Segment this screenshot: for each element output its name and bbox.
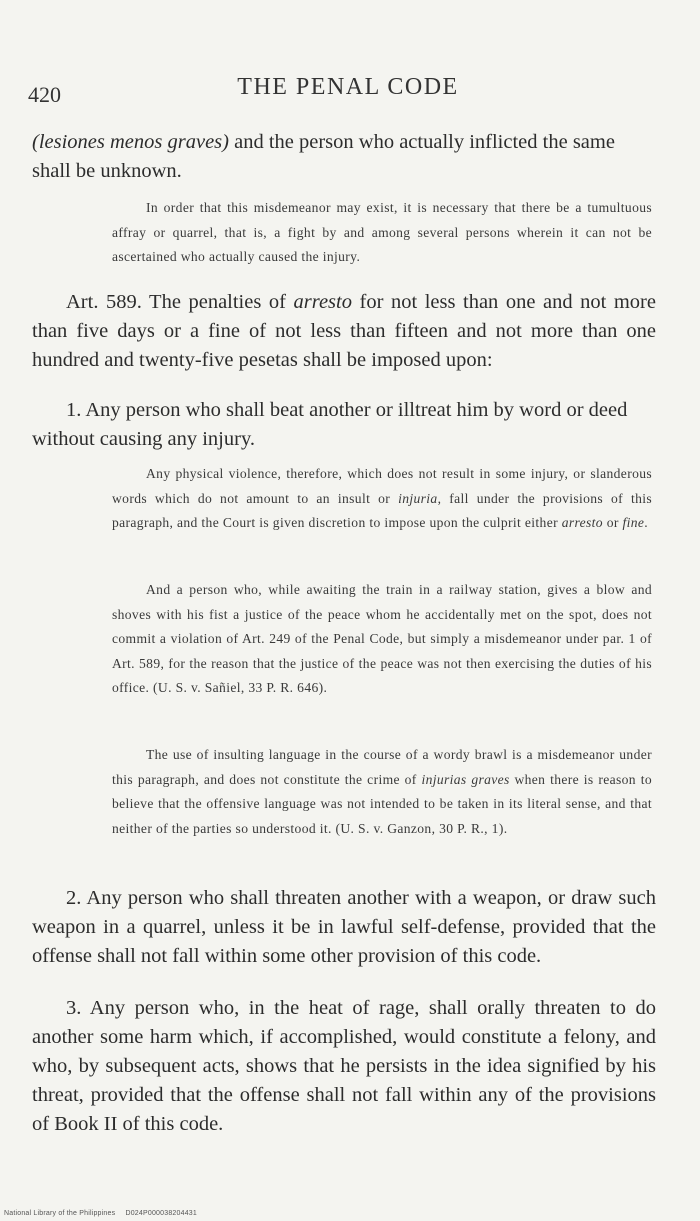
scan-code: D024P000038204431 [125,1210,197,1217]
italic-term: (lesiones menos graves) [32,131,229,153]
paragraph-continuation: (lesiones menos graves) and the person who actually inflicted the same shall be unknown. [32,131,615,182]
running-head: THE PENAL CODE [237,74,459,100]
page-number: 420 [28,82,61,107]
item-1: 1. Any person who shall beat another or illtreat him by word or deed without causing any injury. [32,399,628,450]
article-label: Art. 589. [66,291,142,313]
item-3: 3. Any person who, in the heat of rage, shall orally threaten to do another some harm which, if accomplished, would constitute a felony, and who, by subsequent acts, shows that he persists in the idea signified by his threat, provided that the offense shall not fall within any of the provisions of Book II of this code. [32,997,656,1135]
library-credit: National Library of the Philippines [4,1210,116,1217]
article-589: Art. 589. The penalties of arresto for not less than one and not more than five days or a fine of not less than fifteen and not more than one hundred and twenty-five pesetas shall be imposed upon: [32,291,656,371]
page-header [28,74,668,114]
annotation-note: The use of insulting language in the course of a wordy brawl is a misdemeanor under this paragraph, and does not constitute the crime of injurias graves when there is reason to believe that the offensive language was not intended to be taken in its literal sense, and that neither of the parties so understood it. (U. S. v. Ganzon, 30 P. R., 1). [112,747,652,836]
annotation-note: And a person who, while awaiting the train in a railway station, gives a blow and shoves with his fist a justice of the peace whom he accidentally met on the spot, does not commit a violation of Art. 249 of the Penal Code, but simply a misdemeanor under par. 1 of Art. 589, for the reason that the justice of the peace was not then exercising the duties of his office. (U. S. v. Sañiel, 33 P. R. 646). [112,582,652,695]
annotation-note: Any physical violence, therefore, which does not result in some injury, or slanderous words which do not amount to an insult or injuria, fall under the provisions of this paragraph, and the Court is given discretion to impose upon the culprit either arresto or fine. [112,466,652,530]
item-2: 2. Any person who shall threaten another with a weapon, or draw such weapon in a quarrel, unless it be in lawful self-defense, provided that the offense shall not fall within some other provision of this code. [32,887,656,967]
annotation-note: In order that this misdemeanor may exist, it is necessary that there be a tumultuous affray or quarrel, that is, a fight by and among several persons wherein it can not be ascertained who actually caused the injury. [112,200,652,264]
scan-footer [4,1210,205,1217]
italic-term: arresto [293,291,352,313]
